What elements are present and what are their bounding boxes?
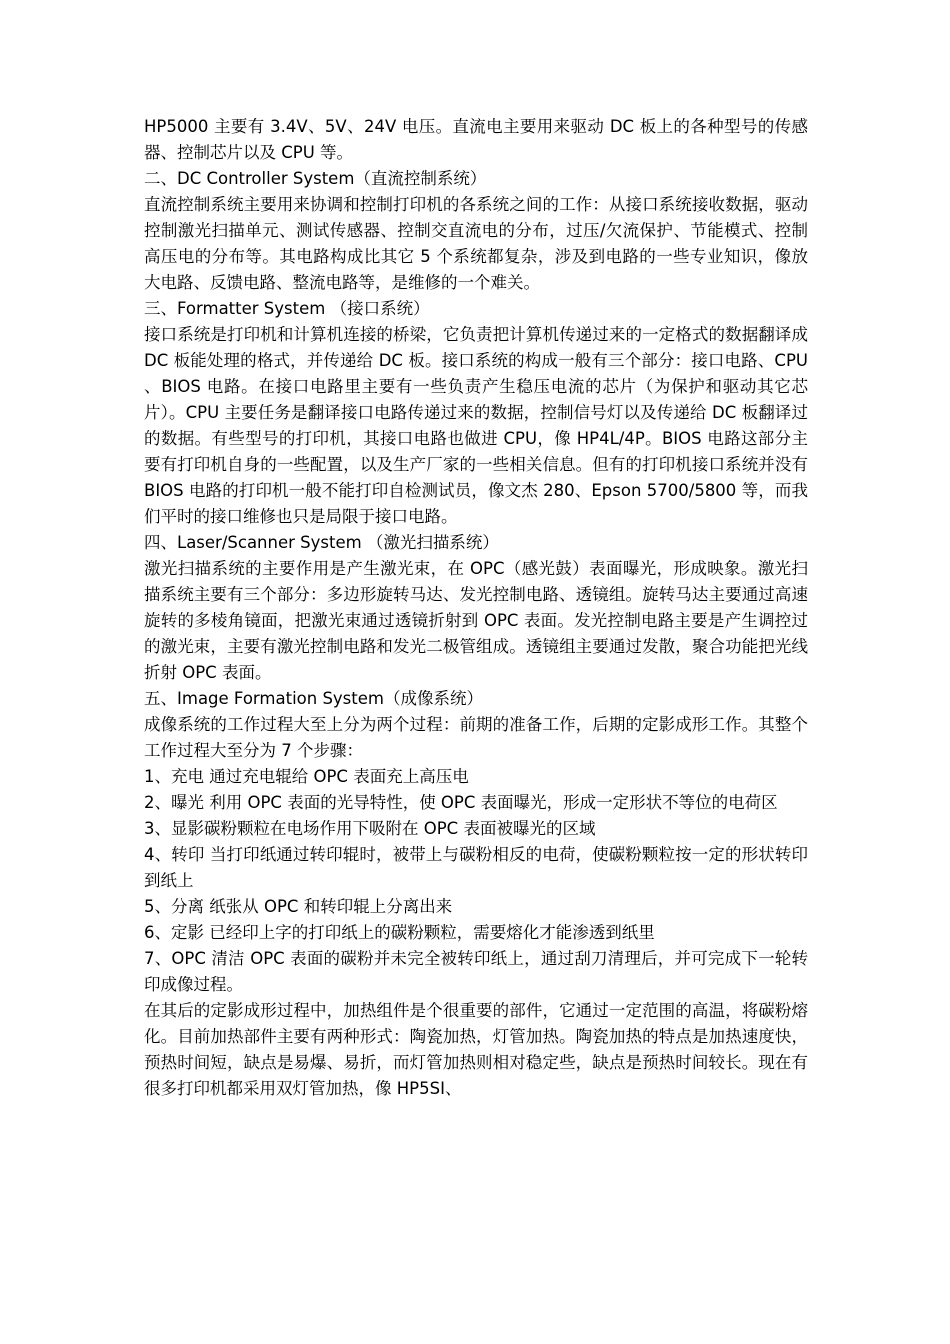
step-5-separation: 5、分离 纸张从 OPC 和转印辊上分离出来 <box>144 897 453 916</box>
step-2-exposure: 2、曝光 利用 OPC 表面的光导特性，使 OPC 表面曝光，形成一定形状不等位的电荷区 <box>144 793 778 812</box>
paragraph-heating-assembly: 在其后的定影成形过程中，加热组件是个很重要的部件，它通过一定范围的高温，将碳粉熔化。目前加热部件主要有两种形式：陶瓷加热，灯管加热。陶瓷加热的特点是加热速度快，预热时间短，缺点是易爆、易折，而灯管加热则相对稳定些，缺点是预热时间较长。现在有很多打印机都采用双灯管加热，像 HP5SI、 <box>144 1001 808 1098</box>
heading-dc-controller: 二、DC Controller System（直流控制系统） <box>144 169 487 188</box>
paragraph-power-supply: HP5000 主要有 3.4V、5V、24V 电压。直流电主要用来驱动 DC 板上的各种型号的传感器、控制芯片以及 CPU 等。 <box>144 117 808 162</box>
step-1-charging: 1、充电 通过充电辊给 OPC 表面充上高压电 <box>144 767 469 786</box>
paragraph-image-formation-intro: 成像系统的工作过程大至上分为两个过程：前期的准备工作，后期的定影成形工作。其整个工作过程大至分为 7 个步骤： <box>144 715 808 760</box>
step-3-developing: 3、显影碳粉颗粒在电场作用下吸附在 OPC 表面被曝光的区域 <box>144 819 596 838</box>
step-7-opc-cleaning: 7、OPC 清洁 OPC 表面的碳粉并未完全被转印纸上，通过刮刀清理后，并可完成下一轮转印成像过程。 <box>144 949 808 994</box>
heading-image-formation: 五、Image Formation System（成像系统） <box>144 689 483 708</box>
document-page <box>144 114 808 1102</box>
paragraph-formatter: 接口系统是打印机和计算机连接的桥梁，它负责把计算机传递过来的一定格式的数据翻译成 DC 板能处理的格式，并传递给 DC 板。接口系统的构成一般有三个部分：接口电路、CPU 、BIOS 电路。在接口电路里主要有一些负责产生稳压电流的芯片（为保护和驱动其它芯片）。CPU 主要任务是翻译接口电路传递过来的数据，控制信号灯以及传递给 DC 板翻译过的数据。有些型号的打印机，其接口电路也做进 CPU，像 HP4L/4P。BIOS 电路这部分主要有打印机自身的一些配置，以及生产厂家的一些相关信息。但有的打印机接口系统并没有 BIOS 电路的打印机一般不能打印自检测试员，像文杰 280、Epson 5700/5800 等，而我们平时的接口维修也只是局限于接口电路。 <box>144 325 808 526</box>
heading-formatter: 三、Formatter System （接口系统） <box>144 299 430 318</box>
step-4-transfer: 4、转印 当打印纸通过转印辊时，被带上与碳粉相反的电荷，使碳粉颗粒按一定的形状转印到纸上 <box>144 845 808 890</box>
step-6-fusing: 6、定影 已经印上字的打印纸上的碳粉颗粒，需要熔化才能渗透到纸里 <box>144 923 655 942</box>
heading-laser-scanner: 四、Laser/Scanner System （激光扫描系统） <box>144 533 499 552</box>
paragraph-laser-scanner: 激光扫描系统的主要作用是产生激光束，在 OPC（感光鼓）表面曝光，形成映象。激光扫描系统主要有三个部分：多边形旋转马达、发光控制电路、透镜组。旋转马达主要通过高速旋转的多棱角镜面，把激光束通过透镜折射到 OPC 表面。发光控制电路主要是产生调控过的激光束，主要有激光控制电路和发光二极管组成。透镜组主要通过发散，聚合功能把光线折射 OPC 表面。 <box>144 559 808 682</box>
paragraph-dc-controller: 直流控制系统主要用来协调和控制打印机的各系统之间的工作：从接口系统接收数据，驱动控制激光扫描单元、测试传感器、控制交直流电的分布，过压/欠流保护、节能模式、控制高压电的分布等。其电路构成比其它 5 个系统都复杂，涉及到电路的一些专业知识，像放大电路、反馈电路、整流电路等，是维修的一个难关。 <box>144 195 808 292</box>
